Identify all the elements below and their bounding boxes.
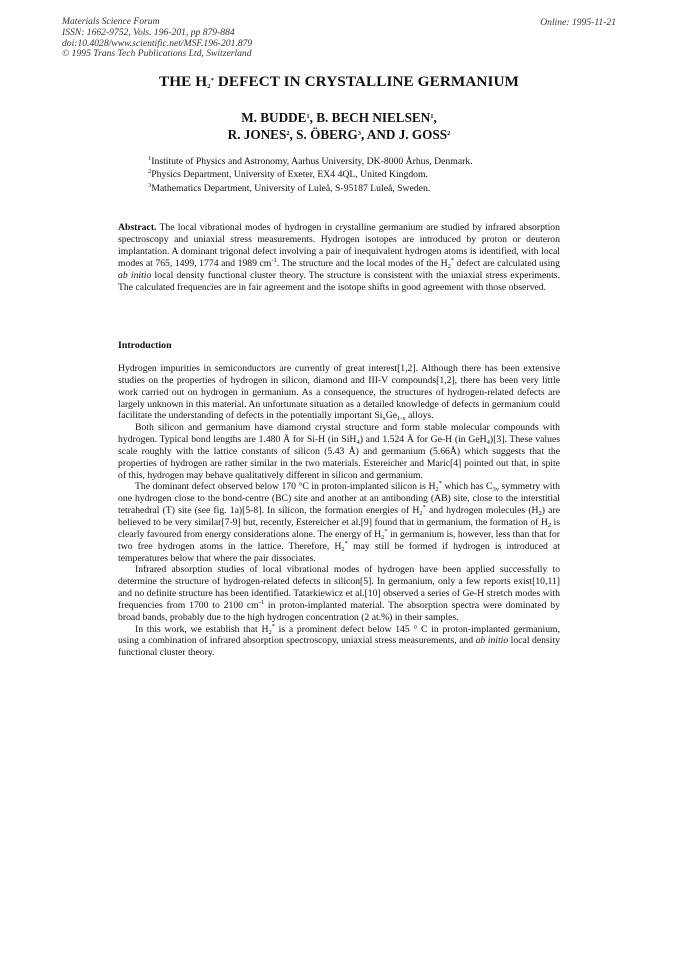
author-name: J. GOSS: [398, 127, 448, 142]
para-sup: *: [438, 480, 442, 488]
title-post: DEFECT IN CRYSTALLINE GERMANIUM: [213, 73, 519, 90]
para-text: in germanium is, however, less than that for two free hydrogen atoms in the lattice. Therefore, H: [118, 528, 560, 552]
para-text: local density functional cluster theory.: [118, 635, 560, 659]
para-text: alloys.: [405, 410, 434, 422]
para-text: may still be formed if hydrogen is introduced at temperatures below that where the pair dissociates.: [118, 540, 561, 564]
affiliation-mark: 3: [148, 181, 152, 189]
para-sup: *: [271, 622, 275, 630]
affiliation-text: Physics Department, University of Exeter, EX4 4QL, United Kingdom.: [151, 169, 428, 181]
para-text: ) and 1.524 Å for Ge-H (in GeH: [359, 434, 487, 446]
paragraph: [118, 624, 560, 660]
para-sub: 2: [538, 510, 542, 518]
introduction-body: [118, 363, 560, 659]
paragraph: [118, 564, 560, 623]
section-heading-introduction: Introduction: [118, 340, 172, 351]
abstract-italic: ab initio: [118, 269, 152, 281]
title-sup: *: [210, 77, 214, 84]
para-text: In this work, we establish that H: [135, 623, 269, 635]
author-line-2: [0, 126, 678, 143]
author-affil-mark: 1: [430, 113, 434, 120]
doi-line[interactable]: doi:10.4028/www.scientific.net/MSF.196-201.879: [62, 37, 253, 49]
para-sub: 2: [547, 521, 552, 529]
para-sup: *: [384, 527, 388, 535]
para-sub: 1-x: [397, 415, 406, 423]
para-text: and hydrogen molecules (H: [425, 505, 539, 517]
para-text: Infrared absorption studies of local vibrational modes of hydrogen have been applied successfully to determine the structure of hydrogen-related defects in silicon[5]. In germanium, only a few reports exist[10,11] and no definite structure has been identified. Tatarkiewicz et al.[10] observed a series of Ge-H stretch modes with frequencies from 1700 to 2100 cm: [118, 564, 560, 611]
para-text: Hydrogen impurities in semiconductors are currently of great interest[1,2]. Although there has been extensive studies on the properties of hydrogen in silicon, diamond and III-V compounds[1,2], there has been very little work carried out on hydrogen in germanium. As a consequence, the structures of hydrogen-related defects are largely unknown in this material. An unfortunate situation as a detailed knowledge of defects in germanium could facilitate the understanding of defects in the potentially important Si: [118, 363, 560, 422]
author-affil-mark: 2: [286, 130, 290, 137]
journal-meta: [62, 17, 252, 60]
para-sub: 4: [356, 439, 360, 447]
abstract-text: The local vibrational modes of hydrogen in crystalline germanium are studied by infrared absorption spectroscopy and uniaxial stress measurements. Hydrogen isotopes are introduced by proton or deuteron implantation. A dominant trigonal defect involving a pair of inequivalent hydrogen atoms is identified, with local modes at 765, 1499, 1774 and 1989 cm: [118, 222, 560, 269]
journal-name: Materials Science Forum: [62, 16, 160, 27]
author-affil-mark: 3: [357, 130, 361, 137]
issn-line: ISSN: 1662-9752, Vols. 196-201, pp 879-884: [62, 26, 235, 38]
title-sub: 2: [207, 83, 211, 90]
affiliation-mark: 2: [148, 168, 152, 176]
affiliation-text: Institute of Physics and Astronomy, Aarhus University, DK-8000 Århus, Denmark.: [151, 156, 473, 167]
affiliation-mark: 1: [148, 155, 152, 162]
paragraph: [118, 363, 560, 422]
affiliation: [148, 168, 473, 181]
para-sub: 2: [268, 628, 272, 636]
para-text: symmetry with one hydrogen close to the bond-centre (BC) site and another at an antibonding (AB) site, close to the interstitial tetrahedral (T) site (see fig. 1a)[5-8]. In silicon, the formation energies of H: [118, 481, 560, 517]
para-sub: 2: [419, 510, 423, 518]
abstract-sup: -1: [271, 256, 277, 264]
abstract-sup: *: [450, 256, 455, 264]
affiliation: [148, 155, 473, 168]
abstract-label: Abstract.: [118, 222, 157, 233]
author-name: B. BECH NIELSEN: [316, 110, 431, 125]
para-text: )[3]. These values scale roughly with the lattice constants of silicon (5.43 Å) and germanium (5.66Å) which suggests that the properties of hydrogen are rather similar in the two materials. Estereicher and Maric[4] pointed out that, in spite of this, hydrogen may behave qualitatively different in silicon and germanium.: [118, 434, 561, 481]
abstract-sub: 2: [447, 262, 451, 270]
para-sub: 3v: [492, 486, 500, 494]
paragraph: [118, 481, 560, 564]
author-name: S. ÖBERG: [296, 127, 358, 142]
abstract-text: local density functional cluster theory. The structure is consistent with the uniaxial stress experiments. The calculated frequencies are in fair agreement and the isotope shifts in good agreement with those observed.: [118, 269, 560, 293]
para-text: Both silicon and germanium have diamond crystal structure and form stable molecular compounds with hydrogen. Typical bond lengths are 1.480 Å for Si-H (in SiH: [118, 422, 560, 446]
para-sub: 4: [486, 439, 490, 447]
copyright-line: © 1995 Trans Tech Publications Ltd, Switzerland: [62, 48, 252, 60]
para-text: is a prominent defect below 145 ° C in proton-implanted germanium, using a combination of infrared absorption spectroscopy, uniaxial stress measurements, and: [118, 623, 560, 647]
paragraph: [118, 422, 560, 481]
para-sup: *: [422, 504, 426, 512]
online-date: Online: 1995-11-21: [540, 17, 616, 28]
author-affil-mark: 2: [447, 130, 451, 137]
para-text: The dominant defect observed below 170 °C in proton-implanted silicon is H: [135, 481, 436, 493]
author-sep: ,: [433, 110, 437, 125]
para-text: is clearly favoured from energy considerations alone. The energy of H: [118, 516, 560, 540]
para-text: ) are believed to be very similar[7-9] but, recently, Estereicher et al.[9] found that in germanium, the formation of H: [118, 505, 560, 528]
para-sub: x: [382, 415, 386, 423]
para-text: which has C: [441, 481, 493, 493]
para-italic: ab initio: [475, 635, 509, 647]
title-pre: THE H: [159, 73, 208, 90]
abstract-text: . The structure and the local modes of the H: [276, 257, 448, 269]
author-name: M. BUDDE: [241, 110, 307, 125]
para-sub: 2: [381, 533, 385, 541]
author-line-1: [0, 109, 678, 126]
para-text: in proton-implanted material. The absorption spectra were dominated by broad bands, probably due to the high hydrogen concentration (2 at.%) in their samples.: [118, 599, 560, 623]
paper-title: [0, 73, 678, 91]
author-sep: , AND: [360, 127, 399, 142]
para-text: Ge: [385, 410, 397, 422]
author-list: [0, 109, 678, 143]
abstract-text: defect are calculated using: [454, 257, 560, 269]
author-sep: ,: [289, 127, 297, 142]
para-sub: 2: [341, 545, 345, 553]
author-affil-mark: 1: [306, 113, 310, 120]
author-sep: ,: [309, 110, 317, 125]
abstract: [118, 222, 560, 293]
affiliations: [148, 155, 473, 195]
affiliation: [148, 182, 473, 195]
author-name: R. JONES: [227, 127, 287, 142]
para-sup: *: [344, 539, 348, 547]
para-sub: 2: [435, 486, 439, 494]
affiliation-text: Mathematics Department, University of Luleå, S-95187 Luleå, Sweden.: [151, 182, 431, 194]
para-sup: -1: [258, 598, 265, 606]
